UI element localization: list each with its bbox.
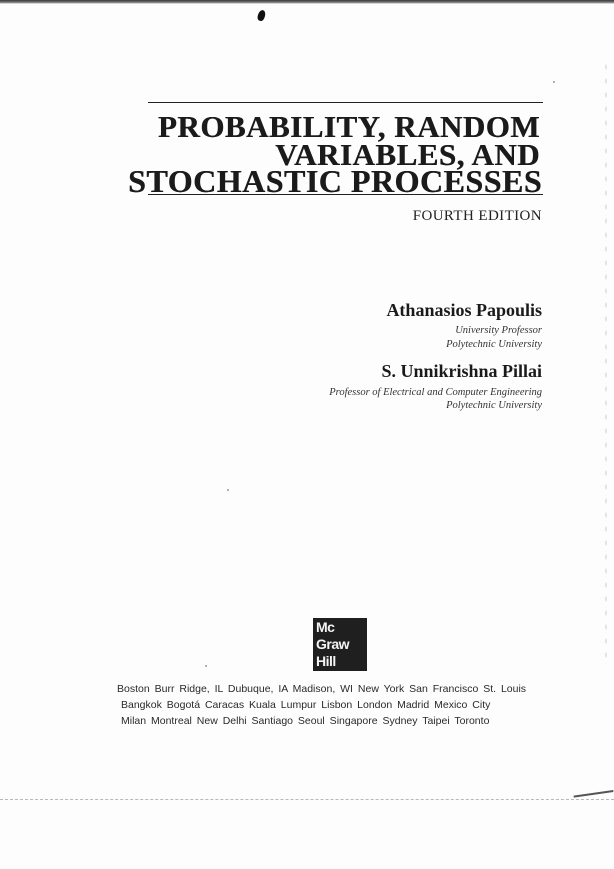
book-title-line-3: STOCHASTIC PROCESSES [128,163,542,199]
book-title-line-1: PROBABILITY, RANDOM [157,109,540,144]
scan-bottom-line [0,799,614,800]
logo-text-hill: Hill [316,653,336,669]
publisher-logo [313,618,367,671]
author-2-name: S. Unnikrishna Pillai [381,361,542,381]
author-1-name: Athanasios Papoulis [386,300,542,320]
author-1-institution: Polytechnic University [446,339,542,350]
ink-mark [256,9,266,22]
publisher-cities-line-3: Milan Montreal New Delhi Santiago Seoul Singapore Sydney Taipei Toronto [121,715,490,727]
author-1-title: University Professor [455,325,542,336]
edition-label: FOURTH EDITION [412,208,542,224]
author-2-institution: Polytechnic University [446,400,542,411]
title-rule-bottom [148,194,543,195]
publisher-cities-line-2: Bangkok Bogotá Caracas Kuala Lumpur Lisbon London Madrid Mexico City [121,699,491,711]
scan-top-edge [0,0,614,4]
scan-corner-mark [574,790,614,807]
scan-speck [227,489,229,491]
logo-text-graw: Graw [316,636,350,652]
title-rule-top [148,102,543,103]
scan-speck [553,81,555,83]
publisher-cities-line-1: Boston Burr Ridge, IL Dubuque, IA Madison, WI New York San Francisco St. Louis [117,683,527,695]
book-title-line-2: VARIABLES, AND [275,137,540,172]
scan-speck [205,665,207,667]
logo-text-mc: Mc [316,619,335,635]
author-2-title: Professor of Electrical and Computer Engineering [329,387,542,398]
scan-margin-specks [604,60,608,660]
